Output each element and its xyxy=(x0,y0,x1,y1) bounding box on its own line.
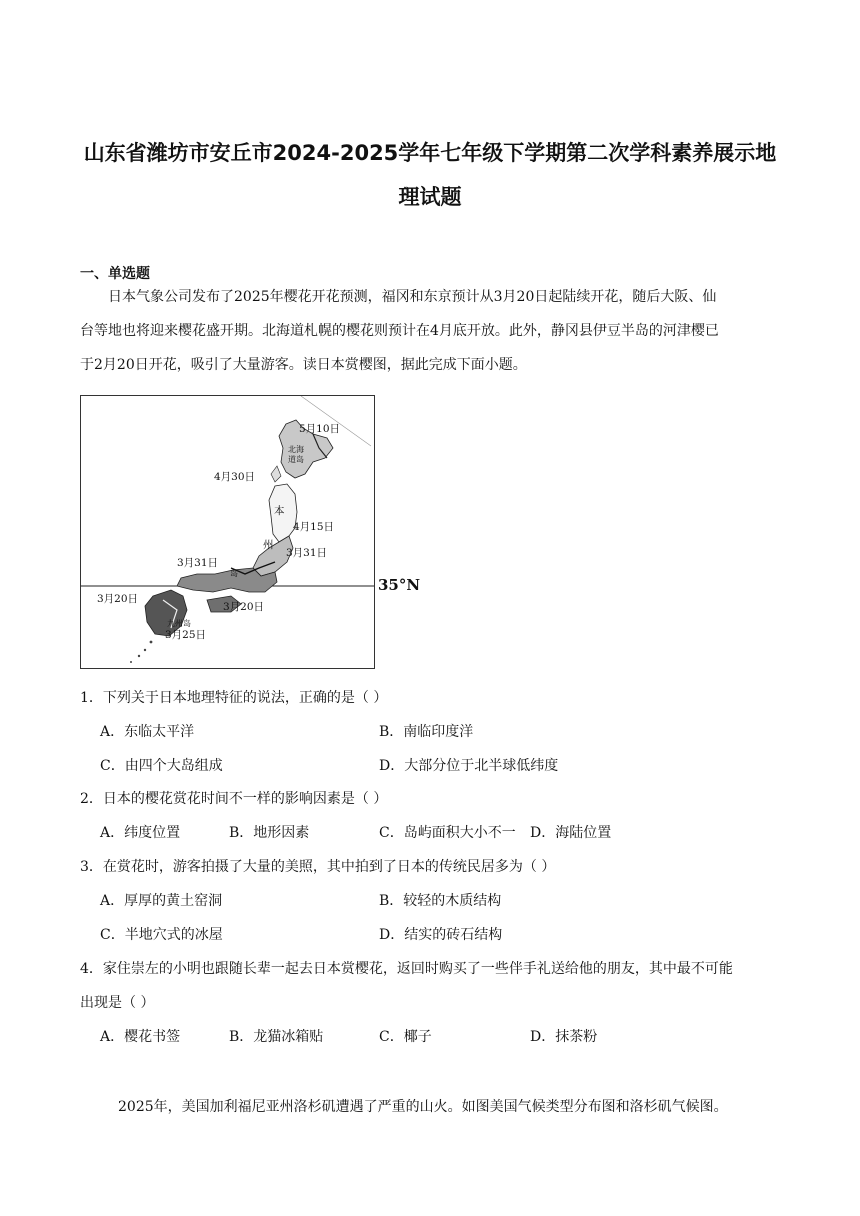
q2-option-b[interactable]: B．地形因素 xyxy=(229,825,310,841)
intro-line-2: 台等地也将迎来樱花盛开期。北海道札幌的樱花则预计在4月底开放。此外，静冈县伊豆半岛的河津樱已 xyxy=(80,323,719,339)
intro-line-1: 日本气象公司发布了2025年樱花开花预测，福冈和东京预计从3月20日起陆续开花，随后大阪、仙 xyxy=(108,289,717,305)
label-may10: 5月10日 xyxy=(299,423,341,435)
label-mar25: 3月25日 xyxy=(165,629,207,641)
question-4-stem-line-1: 4．家住崇左的小明也跟随长辈一起去日本赏樱花，返回时购买了一些伴手礼送给他的朋友，其中最不可能 xyxy=(80,961,733,977)
question-2-stem: 2．日本的樱花赏花时间不一样的影响因素是（ ） xyxy=(80,791,388,807)
label-mar20-right: 3月20日 xyxy=(223,601,265,613)
label-apr30: 4月30日 xyxy=(214,471,256,483)
label-mar31-right: 3月31日 xyxy=(286,547,328,559)
question-3-stem: 3．在赏花时，游客拍摄了大量的美照，其中拍到了日本的传统民居多为（ ） xyxy=(80,859,556,875)
label-hokkaido-1: 北海 xyxy=(288,445,304,454)
q4-option-b[interactable]: B．龙猫冰箱贴 xyxy=(229,1029,324,1045)
label-hokkaido-2: 道岛 xyxy=(288,455,304,464)
q4-option-c[interactable]: C．椰子 xyxy=(379,1029,432,1045)
island-dot xyxy=(138,655,140,657)
label-honshu-1: 本 xyxy=(274,505,285,517)
q4-option-d[interactable]: D．抹茶粉 xyxy=(530,1029,598,1045)
label-apr15: 4月15日 xyxy=(293,521,335,533)
page-title-line-2: 理试题 xyxy=(398,185,462,209)
q2-option-c[interactable]: C．岛屿面积大小不一 xyxy=(379,825,516,841)
intro-line-3: 于2月20日开花，吸引了大量游客。读日本赏樱图，据此完成下面小题。 xyxy=(80,357,527,373)
q3-option-b[interactable]: B．较轻的木质结构 xyxy=(379,893,502,909)
q3-option-d[interactable]: D．结实的砖石结构 xyxy=(379,927,503,943)
island-dot xyxy=(144,649,146,651)
label-kyushu: 九州岛 xyxy=(167,619,191,628)
q1-option-d[interactable]: D．大部分位于北半球低纬度 xyxy=(379,758,559,774)
label-honshu-2: 州 xyxy=(263,539,274,551)
island-dot xyxy=(130,661,132,663)
q4-option-a[interactable]: A．樱花书签 xyxy=(100,1029,181,1045)
next-passage-paragraph: 2025年，美国加利福尼亚州洛杉矶遭遇了严重的山火。如图美国气候类型分布图和洛杉矶气候图。 xyxy=(118,1099,728,1115)
question-1-stem: 1．下列关于日本地理特征的说法，正确的是（ ） xyxy=(80,690,388,706)
q1-option-c[interactable]: C．由四个大岛组成 xyxy=(100,758,223,774)
q2-option-d[interactable]: D．海陆位置 xyxy=(530,825,612,841)
q1-option-b[interactable]: B．南临印度洋 xyxy=(379,724,474,740)
label-mar31-left: 3月31日 xyxy=(177,557,219,569)
q3-option-a[interactable]: A．厚厚的黄土窑洞 xyxy=(100,893,223,909)
label-mar20-left: 3月20日 xyxy=(97,593,139,605)
japan-map-svg xyxy=(81,396,374,668)
label-honshu-3: 岛 xyxy=(230,569,238,578)
latitude-label: 35°N xyxy=(378,576,421,594)
section-heading: 一、单选题 xyxy=(80,266,150,282)
q1-option-a[interactable]: A．东临太平洋 xyxy=(100,724,195,740)
japan-cherry-blossom-map xyxy=(80,395,375,669)
q2-option-a[interactable]: A．纬度位置 xyxy=(100,825,181,841)
page-title-line-1: 山东省潍坊市安丘市2024-2025学年七年级下学期第二次学科素养展示地 xyxy=(83,141,777,165)
question-4-stem-line-2: 出现是（ ） xyxy=(80,995,155,1011)
q3-option-c[interactable]: C．半地穴式的冰屋 xyxy=(100,927,223,943)
island-dot xyxy=(150,641,153,644)
southwest-hokkaido-shape xyxy=(271,466,281,482)
intro-paragraph xyxy=(80,280,780,382)
